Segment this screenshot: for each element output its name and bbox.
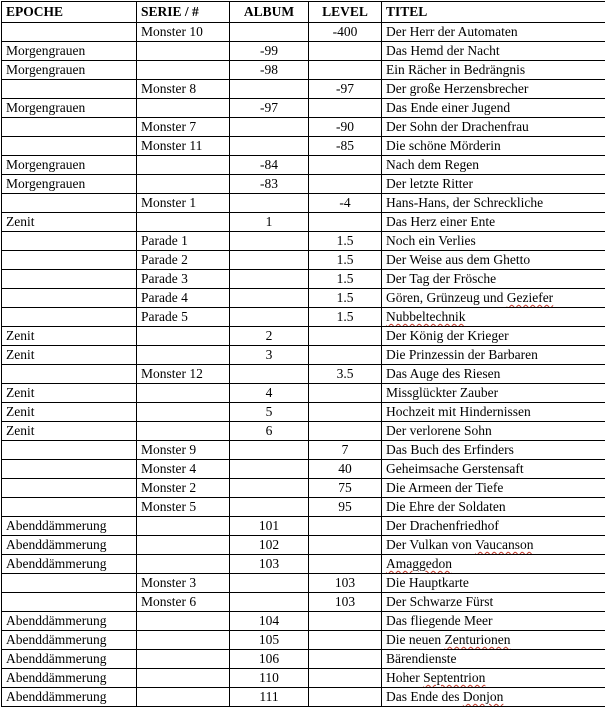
cell-level: 1.5	[309, 289, 382, 308]
cell-serie	[137, 631, 230, 650]
cell-titel: Das Ende einer Jugend	[382, 99, 605, 118]
cell-epoche	[2, 574, 137, 593]
cell-serie	[137, 327, 230, 346]
cell-album	[230, 137, 309, 156]
cell-level: 103	[309, 574, 382, 593]
cell-album: -98	[230, 61, 309, 80]
cell-album: 110	[230, 669, 309, 688]
cell-epoche	[2, 23, 137, 42]
cell-epoche: Abenddämmerung	[2, 555, 137, 574]
cell-serie: Parade 5	[137, 308, 230, 327]
cell-level: 1.5	[309, 270, 382, 289]
cell-titel: Die Prinzessin der Barbaren	[382, 346, 605, 365]
cell-serie	[137, 688, 230, 707]
cell-epoche	[2, 479, 137, 498]
table-row	[2, 498, 605, 517]
cell-serie: Monster 10	[137, 23, 230, 42]
cell-album	[230, 308, 309, 327]
cell-titel: Gören, Grünzeug und Geziefer	[382, 289, 605, 308]
cell-level: 1.5	[309, 308, 382, 327]
cell-serie: Parade 2	[137, 251, 230, 270]
table-row	[2, 536, 605, 555]
table-row	[2, 384, 605, 403]
cell-epoche	[2, 137, 137, 156]
cell-titel: Der Weise aus dem Ghetto	[382, 251, 605, 270]
cell-level	[309, 99, 382, 118]
cell-titel: Der Drachenfriedhof	[382, 517, 605, 536]
cell-serie: Monster 5	[137, 498, 230, 517]
cell-level	[309, 669, 382, 688]
cell-album	[230, 289, 309, 308]
cell-level: 95	[309, 498, 382, 517]
table-row	[2, 232, 605, 251]
cell-album: 5	[230, 403, 309, 422]
cell-album: 103	[230, 555, 309, 574]
cell-album	[230, 251, 309, 270]
cell-epoche	[2, 460, 137, 479]
cell-titel: Die Hauptkarte	[382, 574, 605, 593]
cell-album: 104	[230, 612, 309, 631]
header-level: LEVEL	[309, 2, 382, 23]
cell-album: 4	[230, 384, 309, 403]
cell-level	[309, 346, 382, 365]
album-table	[1, 1, 605, 707]
cell-album	[230, 593, 309, 612]
cell-epoche: Morgengrauen	[2, 99, 137, 118]
table-row	[2, 270, 605, 289]
cell-titel: Bärendienste	[382, 650, 605, 669]
cell-epoche	[2, 80, 137, 99]
cell-album: 111	[230, 688, 309, 707]
cell-album	[230, 498, 309, 517]
cell-album	[230, 479, 309, 498]
cell-level: -4	[309, 194, 382, 213]
cell-level: 40	[309, 460, 382, 479]
header-serie: SERIE / #	[137, 2, 230, 23]
cell-epoche: Zenit	[2, 403, 137, 422]
cell-level	[309, 688, 382, 707]
cell-epoche	[2, 194, 137, 213]
cell-album	[230, 232, 309, 251]
cell-serie	[137, 669, 230, 688]
cell-titel: Die Ehre der Soldaten	[382, 498, 605, 517]
cell-level	[309, 536, 382, 555]
cell-epoche: Abenddämmerung	[2, 536, 137, 555]
cell-album: 101	[230, 517, 309, 536]
cell-album: 105	[230, 631, 309, 650]
cell-album: -83	[230, 175, 309, 194]
cell-level: 1.5	[309, 251, 382, 270]
cell-serie: Parade 1	[137, 232, 230, 251]
cell-epoche: Abenddämmerung	[2, 669, 137, 688]
cell-level	[309, 403, 382, 422]
cell-serie	[137, 42, 230, 61]
cell-album: 102	[230, 536, 309, 555]
cell-epoche: Abenddämmerung	[2, 612, 137, 631]
spellcheck-underline: Zenturionen	[444, 632, 510, 647]
table-row	[2, 346, 605, 365]
cell-level: 7	[309, 441, 382, 460]
cell-epoche	[2, 270, 137, 289]
cell-epoche: Zenit	[2, 327, 137, 346]
cell-level	[309, 384, 382, 403]
cell-level	[309, 42, 382, 61]
cell-epoche	[2, 289, 137, 308]
cell-titel: Missglückter Zauber	[382, 384, 605, 403]
cell-serie: Monster 11	[137, 137, 230, 156]
cell-level: -97	[309, 80, 382, 99]
cell-level: 1.5	[309, 232, 382, 251]
cell-album: 2	[230, 327, 309, 346]
cell-epoche	[2, 593, 137, 612]
cell-level: -90	[309, 118, 382, 137]
cell-titel: Der Herr der Automaten	[382, 23, 605, 42]
cell-level	[309, 422, 382, 441]
cell-album: 6	[230, 422, 309, 441]
cell-epoche: Zenit	[2, 213, 137, 232]
cell-epoche: Morgengrauen	[2, 42, 137, 61]
cell-album	[230, 23, 309, 42]
table-row	[2, 80, 605, 99]
cell-serie	[137, 517, 230, 536]
table-row	[2, 213, 605, 232]
spellcheck-underline: Vaucanson	[475, 537, 533, 552]
table-row	[2, 42, 605, 61]
cell-epoche: Zenit	[2, 346, 137, 365]
cell-serie	[137, 156, 230, 175]
cell-serie: Monster 2	[137, 479, 230, 498]
cell-epoche: Abenddämmerung	[2, 688, 137, 707]
table-body	[2, 23, 605, 707]
cell-titel: Der Sohn der Drachenfrau	[382, 118, 605, 137]
table-row	[2, 23, 605, 42]
cell-serie	[137, 346, 230, 365]
cell-titel: Hochzeit mit Hindernissen	[382, 403, 605, 422]
table-row	[2, 593, 605, 612]
cell-titel: Noch ein Verlies	[382, 232, 605, 251]
cell-titel: Hans-Hans, der Schreckliche	[382, 194, 605, 213]
cell-level	[309, 156, 382, 175]
cell-album	[230, 460, 309, 479]
cell-titel: Der König der Krieger	[382, 327, 605, 346]
table-row	[2, 441, 605, 460]
cell-serie	[137, 612, 230, 631]
spellcheck-underline: Amaggedon	[386, 556, 452, 571]
cell-serie: Parade 3	[137, 270, 230, 289]
spellcheck-underline: Geziefer	[507, 290, 553, 305]
cell-titel: Das Hemd der Nacht	[382, 42, 605, 61]
cell-level: 103	[309, 593, 382, 612]
cell-album: 106	[230, 650, 309, 669]
table-row	[2, 612, 605, 631]
header-album: ALBUM	[230, 2, 309, 23]
table-row	[2, 156, 605, 175]
cell-level	[309, 327, 382, 346]
cell-titel: Geheimsache Gerstensaft	[382, 460, 605, 479]
cell-titel: Die Armeen der Tiefe	[382, 479, 605, 498]
cell-serie: Parade 4	[137, 289, 230, 308]
cell-titel: Hoher Septentrion	[382, 669, 605, 688]
cell-titel: Das Ende des Donjon	[382, 688, 605, 707]
cell-serie	[137, 536, 230, 555]
cell-album: -99	[230, 42, 309, 61]
table-row	[2, 574, 605, 593]
cell-titel	[382, 555, 605, 574]
table-row	[2, 137, 605, 156]
cell-serie	[137, 61, 230, 80]
table-row	[2, 517, 605, 536]
cell-serie: Monster 9	[137, 441, 230, 460]
cell-serie: Monster 6	[137, 593, 230, 612]
cell-epoche	[2, 308, 137, 327]
cell-level	[309, 175, 382, 194]
cell-serie	[137, 555, 230, 574]
table-row	[2, 194, 605, 213]
cell-album: -97	[230, 99, 309, 118]
cell-epoche	[2, 251, 137, 270]
table-row	[2, 403, 605, 422]
cell-level	[309, 650, 382, 669]
cell-level	[309, 612, 382, 631]
cell-titel: Der Tag der Frösche	[382, 270, 605, 289]
table-row	[2, 460, 605, 479]
cell-level	[309, 213, 382, 232]
header-row	[2, 2, 605, 23]
cell-epoche	[2, 441, 137, 460]
cell-epoche	[2, 118, 137, 137]
cell-album	[230, 365, 309, 384]
cell-titel: Die neuen Zenturionen	[382, 631, 605, 650]
cell-album	[230, 194, 309, 213]
cell-album	[230, 270, 309, 289]
cell-level: 3.5	[309, 365, 382, 384]
cell-epoche: Abenddämmerung	[2, 631, 137, 650]
header-epoche: EPOCHE	[2, 2, 137, 23]
spellcheck-underline: Septentrion	[423, 670, 485, 685]
cell-serie: Monster 8	[137, 80, 230, 99]
cell-serie	[137, 422, 230, 441]
cell-level	[309, 517, 382, 536]
cell-album: 3	[230, 346, 309, 365]
cell-serie	[137, 650, 230, 669]
cell-epoche	[2, 232, 137, 251]
table-row	[2, 175, 605, 194]
table-row	[2, 422, 605, 441]
header-titel: TITEL	[382, 2, 605, 23]
cell-titel: Die schöne Mörderin	[382, 137, 605, 156]
cell-epoche: Morgengrauen	[2, 61, 137, 80]
cell-titel: Das fliegende Meer	[382, 612, 605, 631]
cell-titel: Ein Rächer in Bedrängnis	[382, 61, 605, 80]
cell-titel: Das Herz einer Ente	[382, 213, 605, 232]
cell-epoche: Zenit	[2, 422, 137, 441]
table-row	[2, 631, 605, 650]
table-row	[2, 99, 605, 118]
cell-serie: Monster 4	[137, 460, 230, 479]
cell-epoche: Morgengrauen	[2, 156, 137, 175]
cell-serie	[137, 213, 230, 232]
cell-album	[230, 574, 309, 593]
table-row	[2, 289, 605, 308]
cell-level: 75	[309, 479, 382, 498]
table-row	[2, 555, 605, 574]
cell-level	[309, 555, 382, 574]
cell-album: -84	[230, 156, 309, 175]
cell-titel: Das Buch des Erfinders	[382, 441, 605, 460]
cell-serie: Monster 12	[137, 365, 230, 384]
cell-epoche: Abenddämmerung	[2, 650, 137, 669]
cell-album	[230, 441, 309, 460]
table-row	[2, 650, 605, 669]
cell-titel: Der Vulkan von Vaucanson	[382, 536, 605, 555]
cell-level: -85	[309, 137, 382, 156]
cell-serie: Monster 1	[137, 194, 230, 213]
cell-titel: Das Auge des Riesen	[382, 365, 605, 384]
cell-epoche	[2, 498, 137, 517]
table-row	[2, 327, 605, 346]
cell-serie	[137, 99, 230, 118]
cell-serie: Monster 3	[137, 574, 230, 593]
cell-serie	[137, 175, 230, 194]
cell-titel: Der letzte Ritter	[382, 175, 605, 194]
table-row	[2, 688, 605, 707]
cell-epoche	[2, 365, 137, 384]
cell-level	[309, 61, 382, 80]
cell-titel: Der Schwarze Fürst	[382, 593, 605, 612]
table-row	[2, 669, 605, 688]
table-row	[2, 251, 605, 270]
table-row	[2, 479, 605, 498]
table-row	[2, 308, 605, 327]
cell-serie	[137, 384, 230, 403]
spellcheck-underline: Nubbeltechnik	[386, 309, 465, 324]
cell-level	[309, 631, 382, 650]
cell-serie	[137, 403, 230, 422]
cell-titel	[382, 308, 605, 327]
cell-titel: Nach dem Regen	[382, 156, 605, 175]
cell-epoche: Zenit	[2, 384, 137, 403]
spellcheck-underline: Donjon	[463, 689, 504, 704]
cell-epoche: Abenddämmerung	[2, 517, 137, 536]
cell-titel: Der verlorene Sohn	[382, 422, 605, 441]
table-row	[2, 118, 605, 137]
cell-album	[230, 80, 309, 99]
cell-epoche: Morgengrauen	[2, 175, 137, 194]
cell-titel: Der große Herzensbrecher	[382, 80, 605, 99]
table-row	[2, 365, 605, 384]
cell-album: 1	[230, 213, 309, 232]
cell-level: -400	[309, 23, 382, 42]
cell-serie: Monster 7	[137, 118, 230, 137]
cell-album	[230, 118, 309, 137]
table-row	[2, 61, 605, 80]
